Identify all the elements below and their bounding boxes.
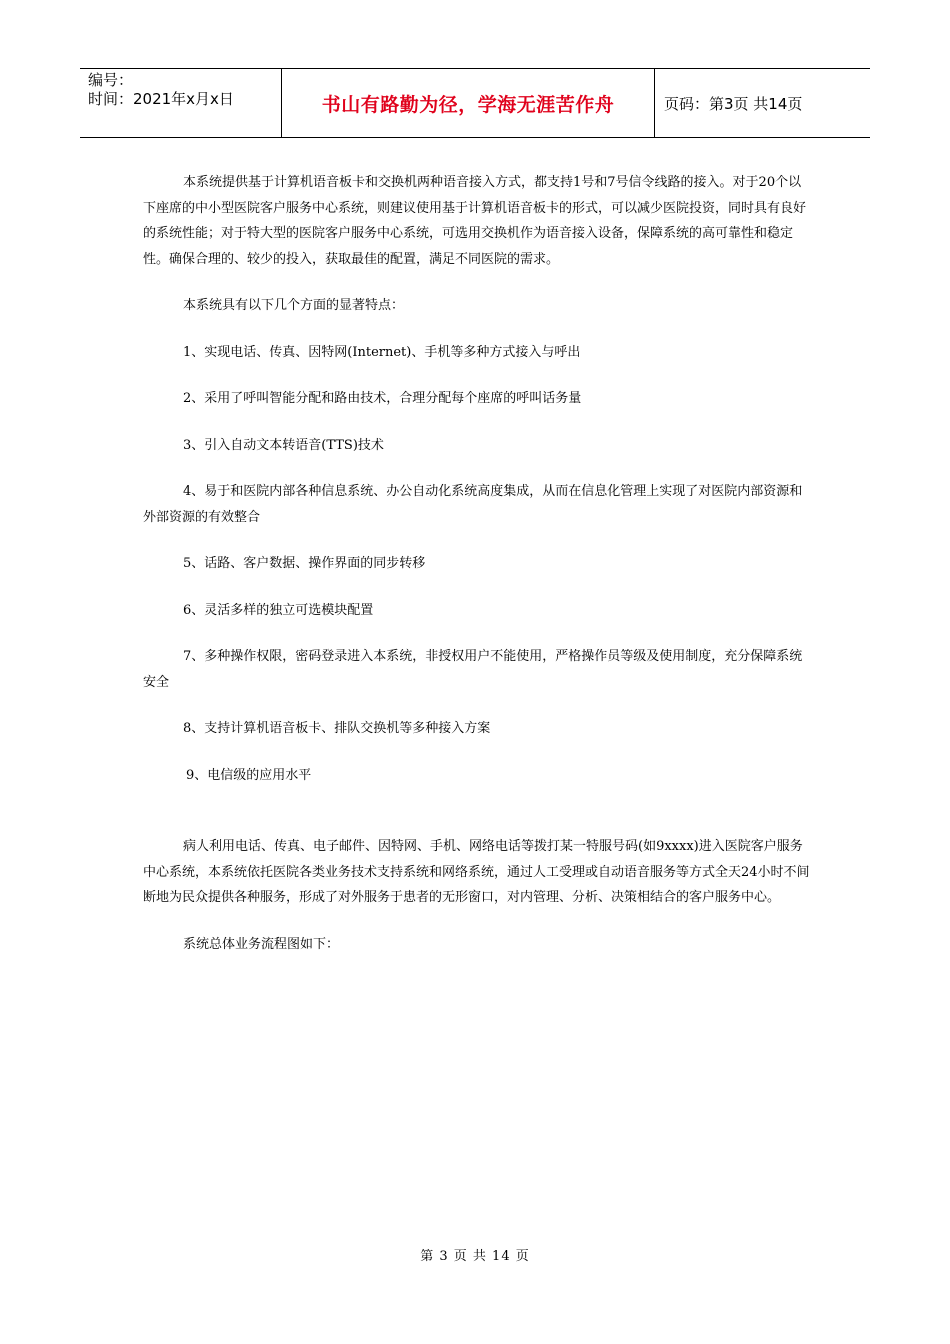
header-page-info: 页码：第3页 共14页: [664, 94, 803, 113]
paragraph-service-description: 病人利用电话、传真、电子邮件、因特网、手机、网络电话等拨打某一特服号码(如9xxxx)进入医院客户服务中心系统，本系统依托医院各类业务技术支持系统和网络系统，通过人工受理或自动语音服务等方式全天24小时不间断地为民众提供各种服务，形成了对外服务于患者的无形窗口，对内管理、分析、决策相结合的客户服务中心。: [143, 839, 810, 905]
paragraph-features-heading: 本系统具有以下几个方面的显著特点：: [183, 298, 405, 313]
feature-item: 6、灵活多样的独立可选模块配置: [183, 602, 374, 618]
header-meta: [88, 71, 280, 109]
feature-item: 1、实现电话、传真、因特网(Internet)、手机等多种方式接入与呼出: [183, 344, 581, 360]
paragraph-flowchart-intro: 系统总体业务流程图如下：: [183, 936, 340, 952]
header-divider: [654, 69, 655, 137]
feature-item: 4、易于和医院内部各种信息系统、办公自动化系统高度集成，从而在信息化管理上实现了对医院内部资源和外部资源的有效整合: [143, 484, 803, 525]
page-footer: 第 3 页 共 14 页: [420, 1249, 530, 1264]
page-header: [80, 68, 870, 138]
feature-item: 9、电信级的应用水平: [186, 767, 312, 783]
doc-time-label: 时间：2021年x月x日: [88, 90, 234, 108]
feature-item: 3、引入自动文本转语音(TTS)技术: [183, 437, 384, 453]
feature-item: 7、多种操作权限，密码登录进入本系统，非授权用户不能使用，严格操作员等级及使用制度，充分保障系统安全: [143, 649, 803, 690]
document-body: [143, 170, 813, 957]
feature-item: 2、采用了呼叫智能分配和路由技术，合理分配每个座席的呼叫话务量: [183, 391, 582, 406]
feature-item: 5、话路、客户数据、操作界面的同步转移: [183, 556, 426, 571]
paragraph-intro: 本系统提供基于计算机语音板卡和交换机两种语音接入方式，都支持1号和7号信令线路的接入。对于20个以下座席的中小型医院客户服务中心系统，则建议使用基于计算机语音板卡的形式，可以减少医院投资，同时具有良好的系统性能；对于特大型的医院客户服务中心系统，可选用交换机作为语音接入设备，保障系统的高可靠性和稳定性。确保合理的、较少的投入，获取最佳的配置，满足不同医院的需求。: [143, 175, 807, 267]
feature-item: 8、支持计算机语音板卡、排队交换机等多种接入方案: [183, 721, 491, 736]
doc-number-label: 编号：: [88, 71, 134, 89]
header-motto: 书山有路勤为径，学海无涯苦作舟: [321, 93, 615, 116]
